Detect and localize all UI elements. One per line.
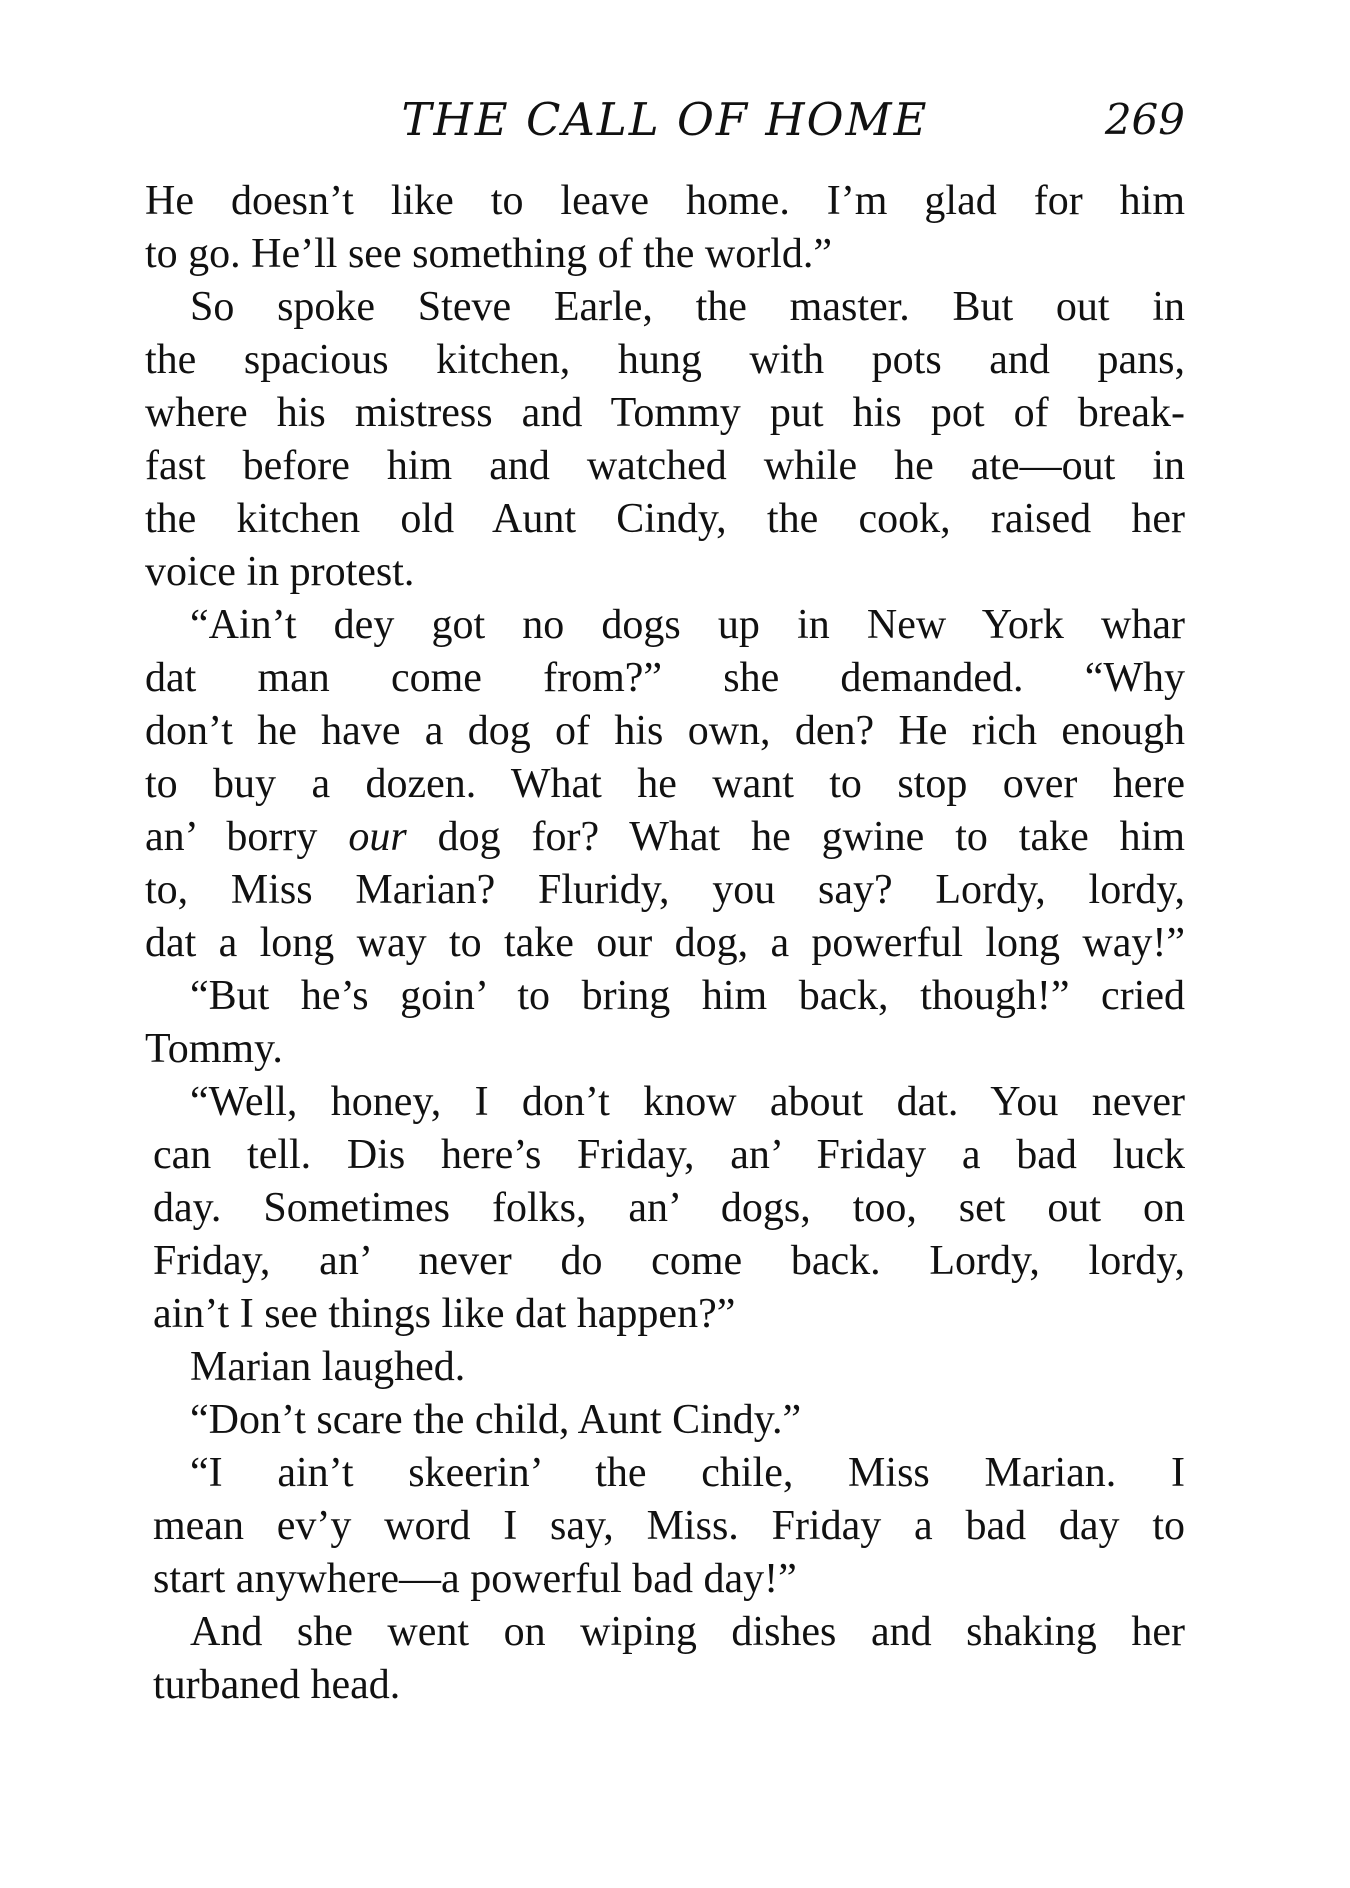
text-line: And she went on wiping dishes and shaking her [190, 1609, 1185, 1655]
text-line: “I ain’t skeerin’ the chile, Miss Marian. I [190, 1450, 1185, 1496]
text-line: to buy a dozen. What he want to stop over here [145, 761, 1185, 807]
text-line: He doesn’t like to leave home. I’m glad for him [145, 178, 1185, 224]
text-line: the spacious kitchen, hung with pots and pans, [145, 337, 1185, 383]
text-line: to go. He’ll see something of the world.” [145, 231, 833, 277]
text-line: mean ev’y word I say, Miss. Friday a bad day to [153, 1503, 1185, 1549]
text-line: “Don’t scare the child, Aunt Cindy.” [190, 1397, 802, 1443]
text-line: to, Miss Marian? Fluridy, you say? Lordy, lordy, [145, 867, 1185, 913]
text-line: “Ain’t dey got no dogs up in New York whar [190, 602, 1185, 648]
text-line: So spoke Steve Earle, the master. But out in [190, 284, 1185, 330]
text-line: day. Sometimes folks, an’ dogs, too, set out on [153, 1185, 1185, 1231]
text-line: ain’t I see things like dat happen?” [153, 1291, 736, 1337]
text-line: can tell. Dis here’s Friday, an’ Friday a bad luck [153, 1132, 1185, 1178]
body-text [145, 175, 1185, 1712]
text-line: turbaned head. [153, 1662, 401, 1708]
text-line: “But he’s goin’ to bring him back, though!” cried [190, 973, 1185, 1019]
text-line: Tommy. [145, 1026, 283, 1072]
text-line: voice in protest. [145, 549, 415, 595]
text-segment: dog for? What he gwine to take him [406, 814, 1185, 860]
text-line: Friday, an’ never do come back. Lordy, lordy, [153, 1238, 1185, 1284]
text-line [145, 811, 1185, 864]
text-line: “Well, honey, I don’t know about dat. You never [190, 1079, 1185, 1125]
text-segment: an’ borry [145, 814, 349, 860]
page-number: 269 [1104, 95, 1185, 144]
text-line: dat man come from?” she demanded. “Why [145, 655, 1185, 701]
running-title: THE CALL OF HOME [401, 93, 929, 146]
emphasized-word: our [348, 814, 407, 860]
running-head [145, 90, 1185, 150]
text-line: start anywhere—a powerful bad day!” [153, 1556, 797, 1602]
text-line: fast before him and watched while he ate—out in [145, 443, 1185, 489]
text-line: don’t he have a dog of his own, den? He rich enough [145, 708, 1185, 754]
text-line: Marian laughed. [190, 1344, 466, 1390]
text-line: dat a long way to take our dog, a powerful long way!” [145, 920, 1185, 966]
text-line: where his mistress and Tommy put his pot of break- [145, 390, 1185, 436]
text-line: the kitchen old Aunt Cindy, the cook, raised her [145, 496, 1185, 542]
